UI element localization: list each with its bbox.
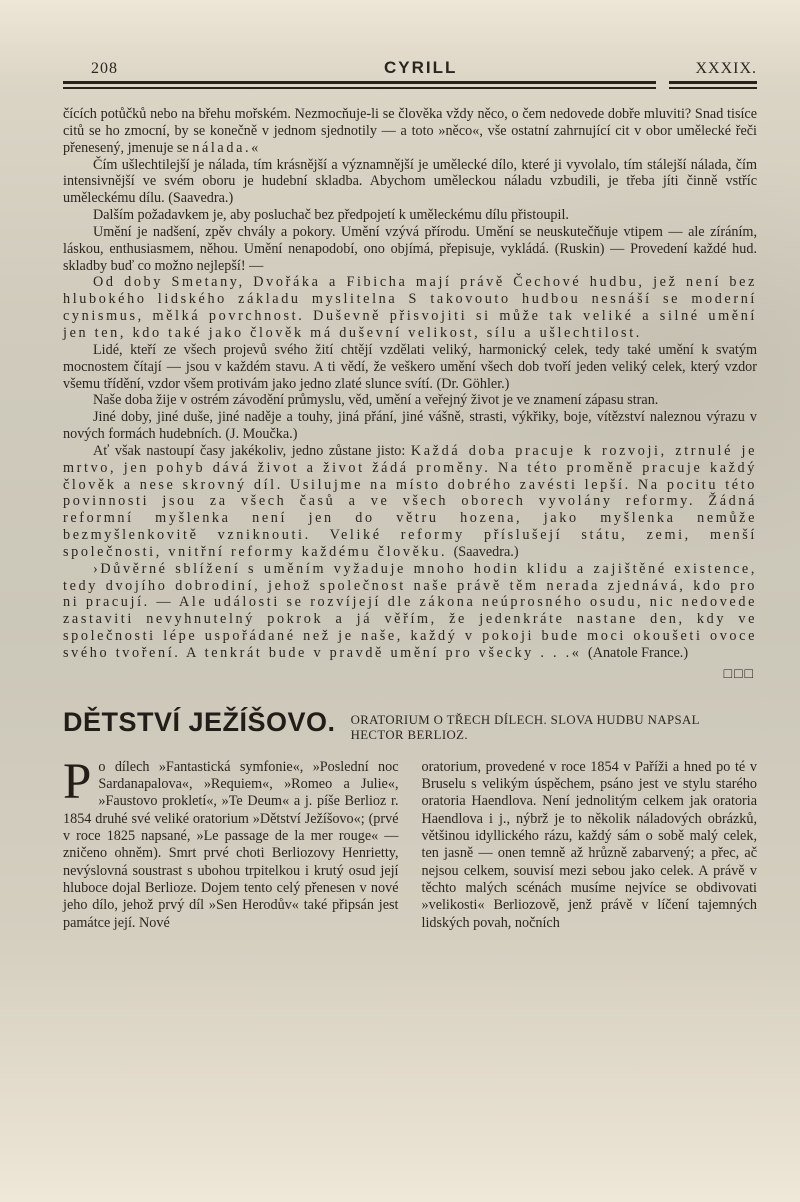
paragraph: Ať však nastoupí časy jakékoliv, jedno zůstane jisto: Každá doba pracuje k rozvoji, ztrnulé je mrtvo, jen pohyb dává život a život žádá proměny. Na této proměně pracuje každý člověk a nese skrovný díl. Usilujme na místo dobrého zavésti lepší. Na pocitu této povinnosti jsou za všech časů a ve všech oborech vyvolány reformy. Žádná reformní myšlenka není jen do větru hozena, jako myšlenka nemůže bezmyšlenkovitě vzniknouti. Veliké reformy příslušejí státu, zemi, menší společnosti, vnitřní reformy každému člověku. (Saavedra.) [63,442,757,560]
header-rule-short [669,81,757,89]
paragraph: Dalším požadavkem je, aby posluchač bez předpojetí k uměleckému dílu přistoupil. [93,207,569,224]
paragraph: Umění je nadšení, zpěv chvály a pokory. Umění vzývá přírodu. Umění se neuskutečňuje vtipem — ale zíráním, láskou, enthusiasmem, něhou. Umění nenapodobí, ono objímá, přepisuje, vykládá. (Ruskin) — Provedení každé hud. skladby buď co možno nejlepší! — [63,223,757,274]
paragraph: Jiné doby, jiné duše, jiné naděje a touhy, jiná přání, jiné vášně, strasti, výkřiky, boje, vítězství naleznou výrazu v nových formách hudebních. (J. Moučka.) [63,409,757,443]
paragraph: Naše doba žije v ostrém závodění průmyslu, věd, umění a veřejný život je ve znamení zápasu stran. [93,392,659,409]
two-column-body [63,753,757,932]
header-rule-gap [656,81,669,89]
page-number: 208 [91,60,118,77]
paragraph: čících potůčků nebo na břehu mořském. Nezmocňuje-li se člověka vždy něco, o čem nedovede dobře mluviti? Snad tisíce citů se ho zmocní, by se konečně v jednom sjednotily — a toto »něco«, vše ostatní zahrnující cit v obor umělecké řeči přenesený, jmenuje se nálada.« [63,106,757,156]
running-head [63,58,757,78]
header-rule [63,81,757,89]
dropcap: P [63,753,92,810]
paragraph: Od doby Smetany, Dvořáka a Fibicha mají právě Čechové hudbu, jež není bez hlubokého lidského základu myslitelna S takovouto hudbou nesnáší se moderní cynismus, mělká povrchnost. Duševně přisvojiti si může tak veliké a silné umění jen ten, kdo také jako člověk má duševní velikost, sílu a ušlechtilost. [63,274,757,341]
journal-title: CYRILL [384,58,458,77]
article-title: DĚTSTVÍ JEŽÍŠOVO. [63,706,336,737]
article-continuation-body [63,106,757,662]
paragraph: Lidé, kteří ze všech projevů svého žití chtějí vzdělati veliký, harmonický celek, tedy také umění k svatým mocnostem čítají — jsou v každém stavu. A ti vědí, že veškero umění všech dob tvoří jeden veliký celek, který vzdor všemu třídění, vzdor všem protivám jako jedno zlaté slunce svítí. (Dr. Göhler.) [63,341,757,392]
article-subtitle [351,707,700,744]
paragraph: Čím ušlechtilejší je nálada, tím krásnější a významnější je umělecké dílo, které ji vyvolalo, tím stálejší nálada, čím intensivnější ve svém oboru je hudební skladba. Abychom uměleckou náladu vzbudili, je třeba jíti činně vstříc uměleckému dílu. (Saavedra.) [63,156,757,207]
paragraph: ›Důvěrné sblížení s uměním vyžaduje mnoho hodin klidu a zajištěné existence, tedy dvojího dobrodiní, jehož společnost naše právě těm nerada zjednává, kdo pro ni pracují. — Ale události se rozvíjejí dle zákona neúprosného osudu, nic nedovede zastaviti nevyhnutelný pokrok a já věřím, že jedenkráte nastane den, kdy ve společnosti lépe uspořádané než je naše, každý v pokoji bude moci okoušeti ovoce svého tvoření. A tenkrát bude v pravdě umění pro všecky . . .« (Anatole France.) [63,560,757,661]
article-subtitle-line2: HECTOR BERLIOZ. [350,728,468,743]
article-subtitle-line1: ORATORIUM O TŘECH DÍLECH. SLOVA HUDBU NAPSAL [350,712,700,727]
column-left [63,753,399,932]
header-rule-long [63,81,656,89]
paragraph: oratorium, provedené v roce 1854 v Paříži a hned po té v Bruselu s velikým úspěchem, psáno jest ve stylu starého oratoria Haendlova. Není jednolitým celkem jak oratoria Haendlova i j., nýbrž je to několik náladových obrázků, většinou idyllického rázu, každý sám o sobě malý celek, ten jasně — onen temně až hrůzně zabarvený; a přec, ač nejsou celkem, souvisí mezi sebou jako celek. A právě v těchto malých scénách musíme nejvíce se obdivovati »velikosti« Berliozově, jenž právě v líčení tajemných lidských povah, nočních [421,758,757,931]
end-ornament: □□□ [723,666,755,682]
column-right [422,759,758,932]
page-content [63,58,757,932]
volume-number: XXXIX. [695,60,757,77]
article-heading [63,707,757,744]
paragraph: Po dílech »Fantastická symfonie«, »Poslední noc Sardanapalova«, »Requiem«, »Romeo a Julie«, »Faustovo prokletí«, »Te Deum« a j. píše Berlioz r. 1854 druhé své veliké oratorium »Dětství Ježíšovo«; (prvé v roce 1825 napsané, »Le passage de la mer rouge« — zničeno ohněm). Smrt prvé choti Berliozovy Henrietty, nevýslovná soustrast s ubohou trpitelkou i krutý osud její hluboce dojal Berlioze. Dojem tento celý přenesen v nové jeho dílo, jehož prvý díl »Sen Herodův« také připsán jest památce její. Nové [63,753,399,931]
